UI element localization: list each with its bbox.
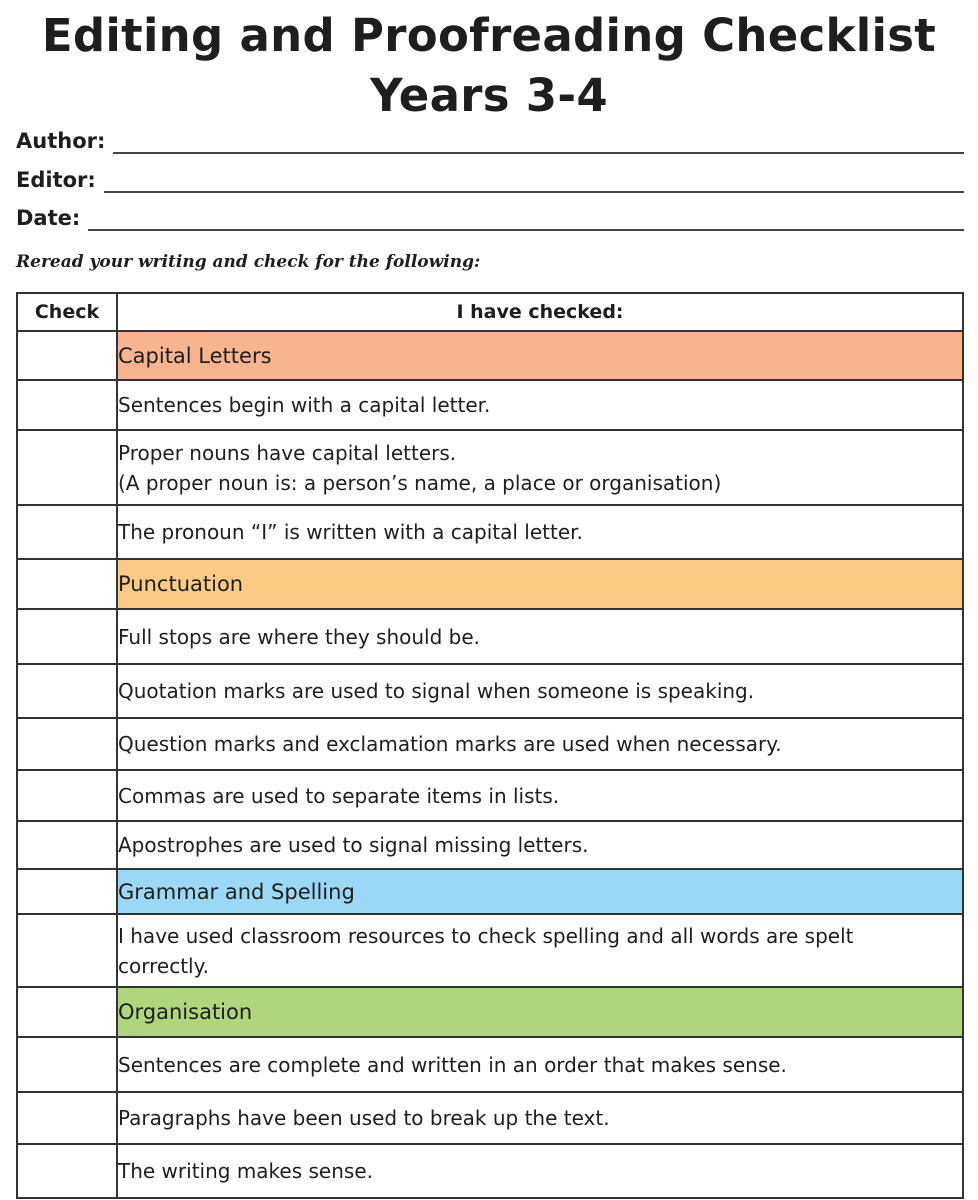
date-field[interactable] [16, 201, 964, 231]
table-row [17, 821, 963, 869]
checklist-item-cell [117, 914, 963, 987]
check-box-cell[interactable] [17, 664, 117, 718]
checklist-item-cell [117, 505, 963, 559]
table-row [17, 1037, 963, 1092]
date-line[interactable] [88, 205, 964, 231]
section-header-cell [117, 331, 963, 380]
section-header-cell [117, 987, 963, 1037]
table-row [17, 1092, 963, 1144]
editor-label: Editor: [16, 168, 96, 192]
checklist-item-cell [117, 1037, 963, 1092]
check-box-cell[interactable] [17, 914, 117, 987]
checklist-item-cell [117, 718, 963, 770]
checklist-item-text: Sentences are complete and written in an order that makes sense. [118, 1052, 787, 1077]
checklist-item-text: Proper nouns have capital letters. [118, 440, 457, 465]
table-row [17, 1144, 963, 1198]
section-header-cell [117, 869, 963, 914]
check-box-cell[interactable] [17, 987, 117, 1037]
checklist-item-cell [117, 380, 963, 430]
table-header [17, 293, 963, 331]
checklist-item-text: I have used classroom resources to check spelling and all words are spelt [118, 923, 854, 948]
checklist-item-text: Question marks and exclamation marks are used when necessary. [118, 732, 782, 756]
checklist-item-text: The writing makes sense. [118, 1159, 373, 1183]
check-box-cell[interactable] [17, 869, 117, 914]
check-box-cell[interactable] [17, 380, 117, 430]
section-label: Grammar and Spelling [118, 879, 355, 904]
checklist-item-text: Paragraphs have been used to break up the text. [118, 1106, 610, 1130]
table-row [17, 430, 963, 505]
editor-field[interactable] [16, 163, 964, 193]
section-row [17, 987, 963, 1037]
checklist-item-cell [117, 1092, 963, 1144]
checklist-item-text-continued: correctly. [118, 953, 209, 978]
author-field[interactable] [16, 124, 964, 154]
check-box-cell[interactable] [17, 505, 117, 559]
date-label: Date: [16, 206, 81, 230]
table-row [17, 770, 963, 821]
table-row [17, 609, 963, 664]
checklist-item-cell [117, 430, 963, 505]
check-box-cell[interactable] [17, 770, 117, 821]
checklist-body [17, 331, 963, 1198]
section-row [17, 869, 963, 914]
check-box-cell[interactable] [17, 609, 117, 664]
check-box-cell[interactable] [17, 331, 117, 380]
checklist-item-text: Sentences begin with a capital letter. [118, 393, 491, 417]
checklist-item-text: Full stops are where they should be. [118, 624, 481, 649]
checklist-item-text: Apostrophes are used to signal missing letters. [118, 833, 589, 857]
check-column-header: Check [17, 293, 117, 331]
checklist-table [16, 292, 964, 1199]
checklist-item-cell [117, 609, 963, 664]
table-row [17, 914, 963, 987]
section-label: Capital Letters [118, 343, 272, 368]
author-label: Author: [16, 129, 106, 153]
instruction-text: Reread your writing and check for the following: [16, 252, 481, 272]
checklist-item-text: Quotation marks are used to signal when someone is speaking. [118, 679, 755, 703]
checklist-item-cell [117, 821, 963, 869]
checklist-item-cell [117, 664, 963, 718]
checklist-item-text: The pronoun “I” is written with a capital letter. [118, 520, 583, 544]
check-box-cell[interactable] [17, 559, 117, 609]
section-label: Organisation [118, 1000, 253, 1024]
editor-line[interactable] [104, 167, 964, 193]
table-row [17, 664, 963, 718]
check-box-cell[interactable] [17, 430, 117, 505]
checklist-item-text: Commas are used to separate items in lists. [118, 783, 560, 808]
title-line-2: Years 3-4 [370, 69, 608, 122]
section-header-cell [117, 559, 963, 609]
check-box-cell[interactable] [17, 718, 117, 770]
checklist-item-cell [117, 1144, 963, 1198]
page-title [0, 6, 978, 126]
check-box-cell[interactable] [17, 1092, 117, 1144]
title-line-1: Editing and Proofreading Checklist [41, 9, 937, 62]
author-line[interactable] [113, 128, 964, 154]
section-label: Punctuation [118, 572, 244, 596]
checklist-item-cell [117, 770, 963, 821]
section-row [17, 331, 963, 380]
check-box-cell[interactable] [17, 821, 117, 869]
check-box-cell[interactable] [17, 1144, 117, 1198]
items-column-header: I have checked: [117, 293, 963, 331]
table-row [17, 718, 963, 770]
table-row [17, 380, 963, 430]
check-box-cell[interactable] [17, 1037, 117, 1092]
table-row [17, 505, 963, 559]
checklist-item-text-continued: (A proper noun is: a person’s name, a place or organisation) [118, 470, 722, 495]
section-row [17, 559, 963, 609]
